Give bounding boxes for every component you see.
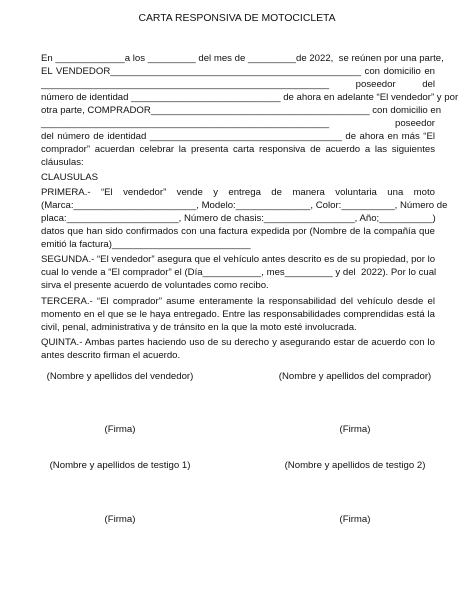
seller-name-label: (Nombre y apellidos del vendedor) [46, 371, 194, 382]
quinta-line-2: antes descrito firman el acuerdo. [41, 350, 181, 361]
intro-line-4: número de identidad ____________________________ de ahora en adelante “El vendedor” y por [41, 92, 459, 103]
intro-line-7: del número de identidad ____________________________________ de ahora en más “El [41, 131, 435, 142]
seller-firma-label: (Firma) [104, 424, 136, 435]
intro-line-2: EL VENDEDOR_______________________________________________ con domicilio en [41, 66, 435, 77]
tercera-line-3: civil, penal, administrativa y de tránsito en la que la moto esté involucrada. [41, 322, 357, 333]
witness2-name-label: (Nombre y apellidos de testigo 2) [284, 460, 426, 471]
intro-line-5: otra parte, COMPRADOR_________________________________________ con domicilio en [41, 105, 442, 116]
segunda-line-2: cual lo vende a “El comprador” el (Día___________, mes_________ y del 2022). Por lo cual [41, 267, 437, 278]
buyer-name-label: (Nombre y apellidos del comprador) [278, 371, 432, 382]
witness2-firma-label: (Firma) [339, 514, 371, 525]
clausulas-heading: CLAUSULAS [41, 172, 99, 183]
tercera-line-1: TERCERA.- “El comprador” asume enteramente la responsabilidad del vehículo desde el [41, 296, 435, 307]
intro-line-8: comprador” acuerdan celebrar la presenta carta responsiva de acuerdo a las siguientes [41, 144, 435, 155]
primera-line-2: (Marca:_______________________, Modelo:______________, Color:__________, Número de [41, 200, 448, 211]
segunda-line-1: SEGUNDA.- “El vendedor” asegura que el vehículo antes descrito es de su propiedad, por lo [41, 254, 436, 265]
witness1-name-label: (Nombre y apellidos de testigo 1) [49, 460, 191, 471]
primera-line-1: PRIMERA.- “El vendedor” vende y entrega de manera voluntaria una moto [41, 187, 435, 198]
primera-line-4: datos que han sido confirmados con una factura expedida por (Nombre de la compañía que [41, 226, 435, 237]
intro-line-6: ______________________________________________________ poseedor [41, 118, 435, 129]
buyer-firma-label: (Firma) [339, 424, 371, 435]
segunda-line-3: sirva el presente acuerdo de voluntades como recibo. [41, 280, 269, 291]
witness1-firma-label: (Firma) [104, 514, 136, 525]
intro-line-3: ______________________________________________________ poseedor del [41, 79, 435, 90]
intro-line-1: En _____________a los _________ del mes de _________de 2022, se reúnen por una parte, [41, 53, 444, 64]
primera-line-3: placa:_____________________, Número de chasis:_________________, Año;__________) [41, 213, 436, 224]
tercera-line-2: momento en el que se le haya entregado. Entre las responsabilidades comprendidas está la [41, 309, 435, 320]
document-title: CARTA RESPONSIVA DE MOTOCICLETA [138, 13, 336, 24]
intro-line-9: cláusulas: [41, 157, 84, 168]
quinta-line-1: QUINTA.- Ambas partes haciendo uso de su derecho y asegurando estar de acuerdo con lo [41, 337, 435, 348]
primera-line-5: emitió la factura)__________________________ [41, 239, 251, 250]
